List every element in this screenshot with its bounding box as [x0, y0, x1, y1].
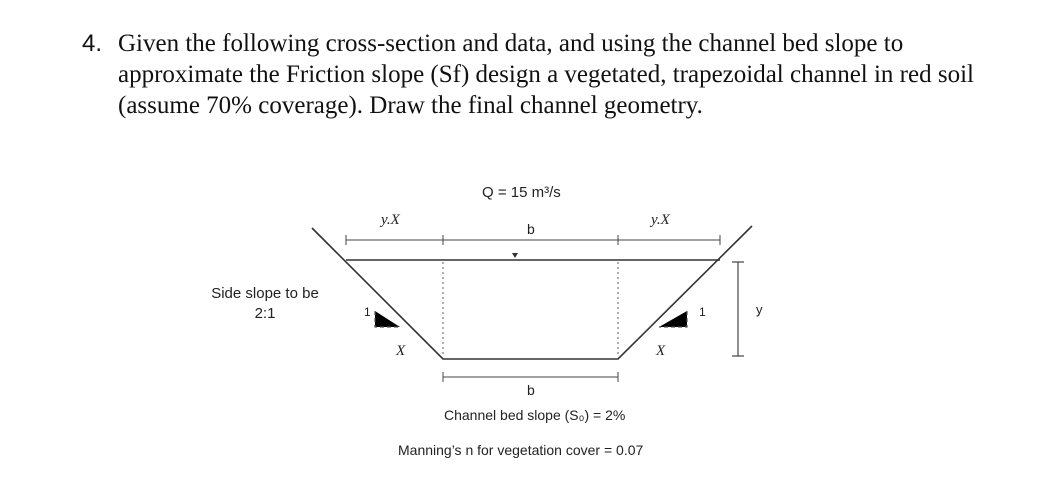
top-left-width-label: y.X — [381, 212, 400, 228]
channel-outline — [312, 226, 752, 359]
left-run-label: X — [396, 343, 406, 359]
side-slope-label — [206, 284, 324, 324]
top-base-label: b — [527, 221, 535, 237]
bottom-base-label: b — [527, 382, 535, 398]
left-rise-label: 1 — [364, 305, 371, 319]
right-rise-label: 1 — [699, 305, 706, 319]
flow-rate-label: Q = 15 m³/s — [482, 184, 561, 201]
right-run-label: X — [656, 343, 666, 359]
question-number: 4. — [82, 30, 103, 57]
left-slope-triangle — [375, 311, 400, 327]
water-surface-marker — [512, 253, 518, 258]
side-slope-label-line2: 2:1 — [254, 305, 276, 322]
question-text: Given the following cross-section and data, and using the channel bed slope to approximate the Friction slope (Sf) design a vegetated, trapezoidal channel in red soil (assume 70% coverage). Draw the final channel geometry. — [118, 30, 974, 119]
depth-label: y — [756, 302, 763, 317]
manning-text: Manning’s n for vegetation cover = 0.07 — [398, 442, 644, 458]
side-slope-label-line1: Side slope to be — [211, 285, 319, 302]
bed-slope-text: Channel bed slope (S₀) = 2% — [444, 407, 626, 423]
top-right-width-label: y.X — [651, 212, 670, 228]
